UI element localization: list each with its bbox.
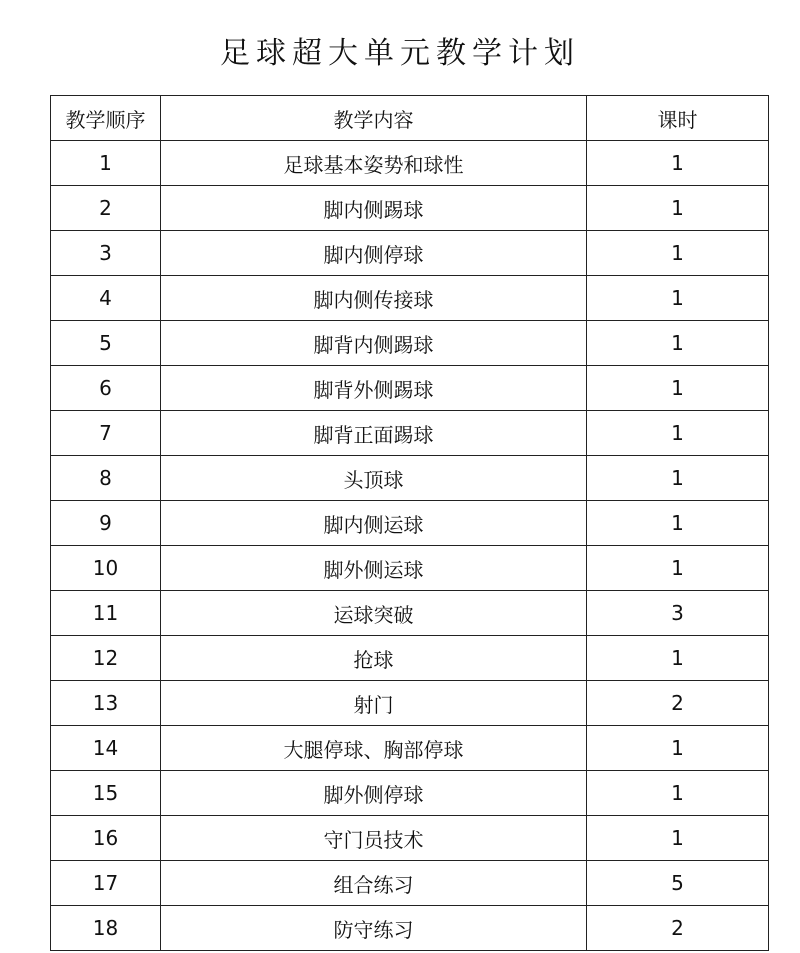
cell-order: 4 — [51, 276, 161, 321]
table-row — [51, 681, 769, 726]
cell-content: 大腿停球、胸部停球 — [161, 726, 587, 771]
cell-content: 脚背外侧踢球 — [161, 366, 587, 411]
page-title: 足球超大单元教学计划 — [220, 36, 580, 71]
cell-hours: 3 — [587, 591, 769, 636]
table-row — [51, 816, 769, 861]
cell-order: 5 — [51, 321, 161, 366]
cell-content: 运球突破 — [161, 591, 587, 636]
table-row — [51, 456, 769, 501]
cell-content: 脚背内侧踢球 — [161, 321, 587, 366]
table-row — [51, 321, 769, 366]
cell-hours: 2 — [587, 681, 769, 726]
cell-order: 8 — [51, 456, 161, 501]
table-row — [51, 546, 769, 591]
cell-content: 头顶球 — [161, 456, 587, 501]
cell-hours: 1 — [587, 726, 769, 771]
cell-hours: 1 — [587, 771, 769, 816]
cell-order: 2 — [51, 186, 161, 231]
table-row — [51, 906, 769, 951]
cell-content: 组合练习 — [161, 861, 587, 906]
cell-content: 脚内侧运球 — [161, 501, 587, 546]
cell-content: 脚外侧停球 — [161, 771, 587, 816]
table-row — [51, 141, 769, 186]
cell-order: 10 — [51, 546, 161, 591]
table-row — [51, 726, 769, 771]
teaching-plan-table — [50, 95, 769, 951]
cell-hours: 1 — [587, 186, 769, 231]
table-row — [51, 501, 769, 546]
cell-content: 脚内侧传接球 — [161, 276, 587, 321]
table-header-row — [51, 96, 769, 141]
table-row — [51, 636, 769, 681]
cell-content: 抢球 — [161, 636, 587, 681]
cell-hours: 1 — [587, 816, 769, 861]
cell-content: 脚内侧踢球 — [161, 186, 587, 231]
cell-order: 16 — [51, 816, 161, 861]
cell-hours: 1 — [587, 501, 769, 546]
table-row — [51, 411, 769, 456]
table-row — [51, 771, 769, 816]
cell-order: 13 — [51, 681, 161, 726]
cell-content: 足球基本姿势和球性 — [161, 141, 587, 186]
header-content: 教学内容 — [161, 96, 587, 141]
cell-hours: 2 — [587, 906, 769, 951]
cell-order: 17 — [51, 861, 161, 906]
cell-hours: 1 — [587, 546, 769, 591]
table-row — [51, 366, 769, 411]
table-body — [51, 141, 769, 951]
cell-hours: 1 — [587, 231, 769, 276]
cell-order: 15 — [51, 771, 161, 816]
table-row — [51, 231, 769, 276]
cell-order: 3 — [51, 231, 161, 276]
cell-content: 守门员技术 — [161, 816, 587, 861]
table-row — [51, 861, 769, 906]
cell-order: 12 — [51, 636, 161, 681]
cell-content: 脚背正面踢球 — [161, 411, 587, 456]
cell-order: 11 — [51, 591, 161, 636]
cell-order: 9 — [51, 501, 161, 546]
cell-content: 脚外侧运球 — [161, 546, 587, 591]
cell-order: 7 — [51, 411, 161, 456]
cell-hours: 1 — [587, 636, 769, 681]
cell-order: 14 — [51, 726, 161, 771]
header-hours: 课时 — [587, 96, 769, 141]
table-row — [51, 186, 769, 231]
cell-order: 1 — [51, 141, 161, 186]
cell-hours: 1 — [587, 366, 769, 411]
cell-hours: 1 — [587, 411, 769, 456]
header-order: 教学顺序 — [51, 96, 161, 141]
table-row — [51, 591, 769, 636]
cell-hours: 1 — [587, 456, 769, 501]
cell-content: 射门 — [161, 681, 587, 726]
cell-order: 6 — [51, 366, 161, 411]
cell-hours: 1 — [587, 141, 769, 186]
cell-content: 脚内侧停球 — [161, 231, 587, 276]
cell-hours: 1 — [587, 321, 769, 366]
cell-hours: 5 — [587, 861, 769, 906]
cell-order: 18 — [51, 906, 161, 951]
cell-hours: 1 — [587, 276, 769, 321]
table-row — [51, 276, 769, 321]
cell-content: 防守练习 — [161, 906, 587, 951]
